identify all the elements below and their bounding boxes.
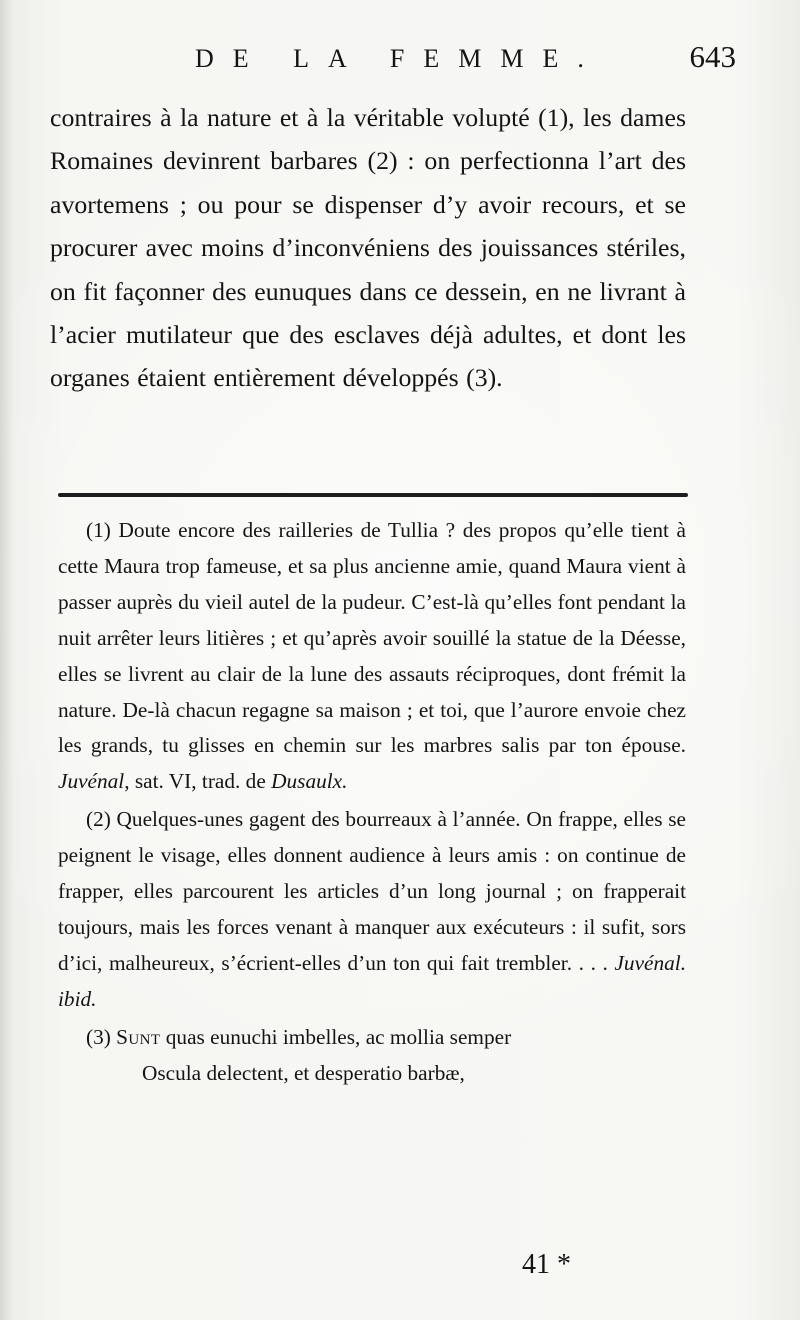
footnote-3 [58, 1020, 686, 1092]
footnote-1-text: (1) Doute encore des railleries de Tullia ? des propos qu’elle tient à cette Maura trop fameuse, et sa plus ancienne amie, quand Maura vient à passer auprès du vieil autel de la pudeur. C’est-là qu’elles font pendant la nuit arrêter leurs litières ; et qu’après avoir souillé la statue de la Déesse, elles se livrent au clair de la lune des assauts réciproques, dont frémit la nature. De-là chacun regagne sa maison ; et toi, que l’aurore envoie chez les grands, tu glisses en chemin sur les marbres salis par ton épouse. [58, 518, 686, 758]
footnote-rule [58, 493, 688, 497]
footnote-3-line-1: quas eunuchi imbelles, ac mollia semper [165, 1024, 512, 1049]
footnote-3-line-2: Oscula delectent, et desperatio barbæ, [142, 1060, 465, 1085]
footnote-2 [58, 802, 686, 1017]
signature-mark: 41 * [522, 1249, 571, 1280]
running-head: DE LA FEMME. [195, 44, 603, 73]
main-paragraph: contraires à la nature et à la véritable volupté (1), les dames Romaines devinrent barbares (2) : on perfectionna l’art des avortemens ; ou pour se dispenser d’y avoir recours, et se procurer avec moins d’inconvéniens des jouissances stériles, on fit façonner des eunuques dans ce dessein, en ne livrant à l’acier mutilateur que des esclaves déjà adultes, et dont les organes étaient entièrement développés (3). [50, 103, 686, 393]
footnote-2-text: (2) Quelques-unes gagent des bourreaux à l’année. On frappe, elles se peignent le visage, elles donnent audience à leurs amis : on continue de frapper, elles parcourent les articles d’un long journal ; on frapperait toujours, mais les forces venant à manquer aux exécuteurs : il sufit, sors d’ici, malheureux, s’écrient-elles d’un ton qui fait trembler. . . . [58, 807, 686, 975]
page-header [50, 40, 752, 86]
footnote-3-lead: Sunt [116, 1024, 161, 1049]
footnote-1-source: Juvénal [58, 769, 125, 794]
footnote-1-translator: Dusaulx. [271, 769, 348, 794]
footnotes [58, 513, 686, 1092]
page-left-edge [0, 0, 14, 1320]
footnote-2-source: Juvénal. ibid. [58, 950, 687, 1011]
footnote-1 [58, 513, 686, 800]
footnote-3-prefix: (3) [86, 1024, 111, 1049]
page-number: 643 [689, 39, 736, 74]
footnote-1-tail: , sat. VI, trad. de [124, 769, 266, 794]
